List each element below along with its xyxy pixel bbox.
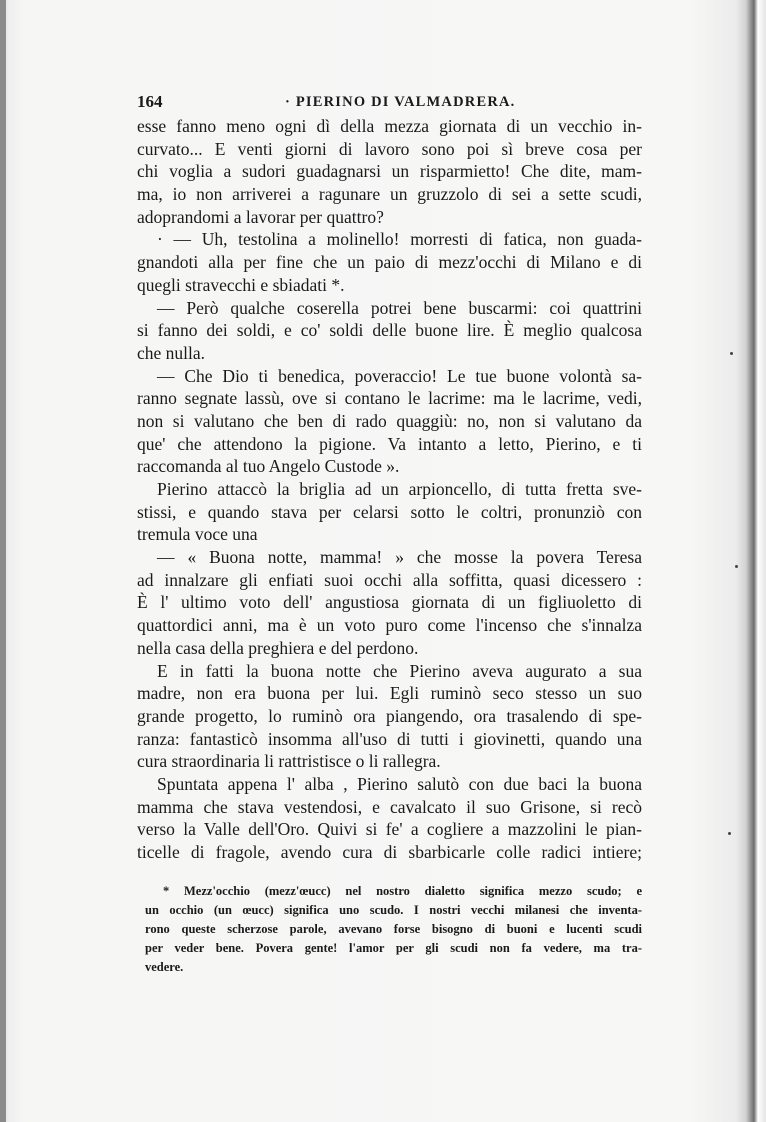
text-line: si fanno dei soldi, e co' soldi delle buone lire. È meglio qualcosa <box>137 320 642 341</box>
text-line: · — Uh, testolina a molinello! morresti di fatica, non guada- <box>157 229 642 250</box>
text-line: raccomanda al tuo Angelo Custode ». <box>137 456 400 477</box>
text-line: chi voglia a sudori guadagnarsi un risparmietto! Che dite, mam- <box>137 161 642 182</box>
page-number: 164 <box>137 92 163 111</box>
footnote <box>145 882 642 977</box>
page-header <box>137 92 642 114</box>
text-line: Pierino attaccò la briglia ad un arpioncello, di tutta fretta sve- <box>157 479 642 499</box>
print-speck <box>730 352 733 355</box>
running-title: · PIERINO DI VALMADRERA. <box>285 94 516 110</box>
text-line: mamma che stava vestendosi, e cavalcato il suo Grisone, si recò <box>137 796 642 817</box>
text-line: que' che attendono la pigione. Va intanto a letto, Pierino, e ti <box>137 433 642 454</box>
text-line: cura straordinaria li rattristisce o li rallegra. <box>137 751 441 772</box>
text-line: grande progetto, lo ruminò ora piangendo, ora trasalendo di spe- <box>137 705 642 726</box>
text-line: ranno segnate lassù, ove si contano le lacrime: ma le lacrime, vedi, <box>137 388 642 409</box>
text-line: adoprandomi a lavorar per quattro? <box>137 206 384 227</box>
footnote-line: per veder bene. Povera gente! l'amor per gli scudi non fa vedere, ma tra- <box>145 941 642 955</box>
page-binding-edge <box>736 0 766 1122</box>
footnote-line: * Mezz'occhio (mezz'œucc) nel nostro dialetto significa mezzo scudo; e <box>163 884 642 898</box>
text-line: quegli stravecchi e sbiadati *. <box>137 274 345 295</box>
text-line: nella casa della preghiera e del perdono. <box>137 637 419 658</box>
text-line: ranza: fantasticò insomma all'uso di tutti i giovinetti, quando una <box>137 728 642 749</box>
text-line: curvato... E venti giorni di lavoro sono poi sì breve cosa per <box>137 138 642 159</box>
print-speck <box>728 832 731 835</box>
text-line: ma, io non arriverei a ragunare un gruzzolo di sei a sette scudi, <box>137 184 642 205</box>
text-line: stissi, e quando stava per celarsi sotto le coltri, pronunziò con <box>137 501 642 522</box>
text-line: verso la Valle dell'Oro. Quivi si fe' a cogliere a mazzolini le pian- <box>137 819 642 840</box>
text-line: Spuntata appena l' alba , Pierino salutò con due baci la buona <box>157 773 642 794</box>
print-speck <box>735 565 738 568</box>
text-line: E in fatti la buona notte che Pierino aveva augurato a sua <box>157 660 642 681</box>
page-left-shadow <box>0 0 6 1122</box>
body-text <box>137 115 642 864</box>
text-line: ad innalzare gli enfiati suoi occhi alla soffitta, quasi dicessero : <box>137 569 642 590</box>
text-line: È l' ultimo voto dell' angustiosa giornata di un figliuoletto di <box>137 592 642 613</box>
text-line: non si valutano che ben di rado quaggiù: no, non si valutano da <box>137 410 642 431</box>
text-line: esse fanno meno ogni dì della mezza giornata di un vecchio in- <box>137 116 642 136</box>
text-line: quattordici anni, ma è un voto puro come l'incenso che s'innalza <box>137 615 642 636</box>
text-line: gnandoti alla per fine che un paio di mezz'occhi di Milano e di <box>137 252 642 273</box>
text-line: che nulla. <box>137 342 206 363</box>
text-line: tremula voce una <box>137 524 258 545</box>
text-line: — Che Dio ti benedica, poveraccio! Le tue buone volontà sa- <box>157 365 642 386</box>
text-line: ticelle di fragole, avendo cura di sbarbicarle colle radici intiere; <box>137 842 642 862</box>
text-line: madre, non era buona per lui. Egli ruminò seco stesso un suo <box>137 683 642 704</box>
footnote-line: rono queste scherzose parole, avevano forse bisogno di buoni e lucenti scudi <box>145 922 642 936</box>
footnote-line: vedere. <box>145 960 184 974</box>
text-line: — « Buona notte, mamma! » che mosse la povera Teresa <box>157 547 642 568</box>
text-line: — Però qualche coserella potrei bene buscarmi: coi quattrini <box>157 297 642 318</box>
footnote-line: un occhio (un œucc) significa uno scudo. I nostri vecchi milanesi che inventa- <box>145 903 642 917</box>
